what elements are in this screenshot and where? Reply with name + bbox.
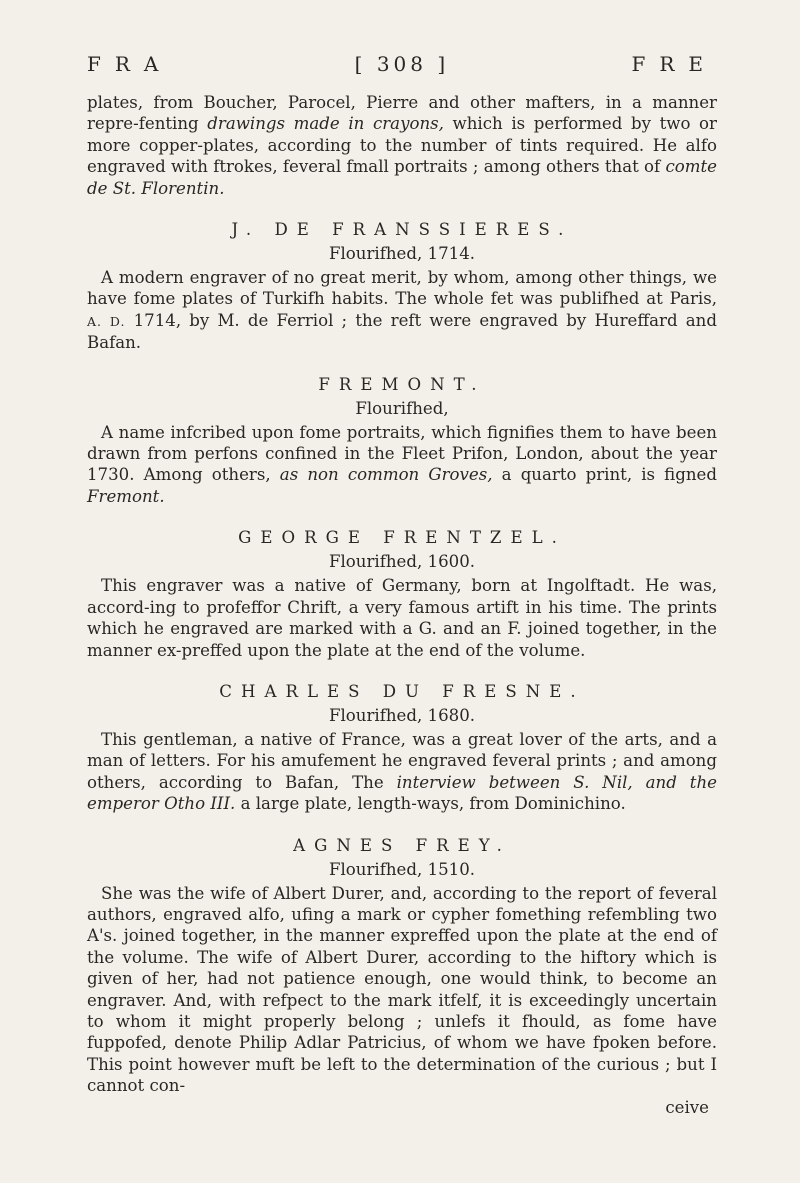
entry-title-fremont: FREMONT.: [318, 374, 486, 394]
header-right: FRE: [631, 52, 717, 76]
catchword: ceive: [665, 1097, 709, 1117]
intro-paragraph: plates, from Boucher, Parocel, Pierre and other mafters, in a manner repre-fenting drawings made in crayons, which is performed by two or more copper-plates, according to the number of tints required. He alfo engraved with ftrokes, feveral fmall portraits ; among others that of comte de St. Florentin.: [87, 93, 717, 198]
entry-title-frey: AGNES FREY.: [293, 835, 511, 855]
page-number: [ 308 ]: [354, 52, 450, 76]
intro-emphasis-2: comte de St. Florentin.: [87, 157, 717, 198]
entry-date-frentzel: Flourifhed, 1600.: [328, 552, 476, 572]
entry-body-frentzel: This engraver was a native of Germany, born at Ingolftadt. He was, accord-ing to profeffor Chrift, a very famous artift in his time. The prints which he engraved are marked with a G. and an F. joined together, in the manner ex-preffed upon the plate at the end of the volume.: [87, 576, 717, 660]
entry-date-frey: Flourifhed, 1510.: [328, 859, 476, 879]
entry-body-frey: She was the wife of Albert Durer, and, according to the report of feveral authors, engraved alfo, ufing a mark or cypher fomething refembling two A's. joined together, in the manner expreffed upon the plate at the end of the volume. The wife of Albert Durer, according to the hiftory which is given of her, had not patience enough, one would think, to become an engraver. And, with refpect to the mark itfelf, it is exceedingly uncertain to whom it might properly belong ; unlefs it fhould, as fome have fuppofed, denote Philip Adlar Patricius, of whom we have fpoken before. This point however muft be left to the determination of the curious ; but I cannot con-: [87, 883, 717, 1096]
entry-body-du-fresne: This gentleman, a native of France, was a great lover of the arts, and a man of letters. For his amufement he engraved feveral prints ; and among others, according to Bafan, The interview between S. Nil, and the emperor Otho III. a large plate, length-ways, from Dominichino.: [87, 729, 717, 814]
header-left: FRA: [87, 52, 173, 76]
entry-title-frentzel: GEORGE FRENTZEL.: [238, 528, 566, 548]
entry-body-fremont: A name infcribed upon fome portraits, which fignifies them to have been drawn from perfons confined in the Fleet Prifon, London, about the year 1730. Among others, as non common Groves, a quarto print, is figned Fremont.: [87, 422, 717, 506]
entry-title-franssieres: J. DE FRANSSIERES.: [231, 220, 573, 240]
entry-body-franssieres: A modern engraver of no great merit, by whom, among other things, we have fome plates of Turkifh habits. The whole fet was publifhed at Paris, A. D. 1714, by M. de Ferriol ; the reft were engraved by Hureffard and Bafan.: [87, 268, 717, 353]
entry-title-du-fresne: CHARLES DU FRESNE.: [219, 681, 585, 701]
entry-date-du-fresne: Flourifhed, 1680.: [328, 705, 476, 725]
entry-date-franssieres: Flourifhed, 1714.: [328, 244, 476, 264]
intro-emphasis-1: drawings made in crayons,: [207, 114, 444, 134]
entry-date-fremont: Flourifhed,: [355, 398, 449, 418]
running-header: [87, 52, 717, 76]
